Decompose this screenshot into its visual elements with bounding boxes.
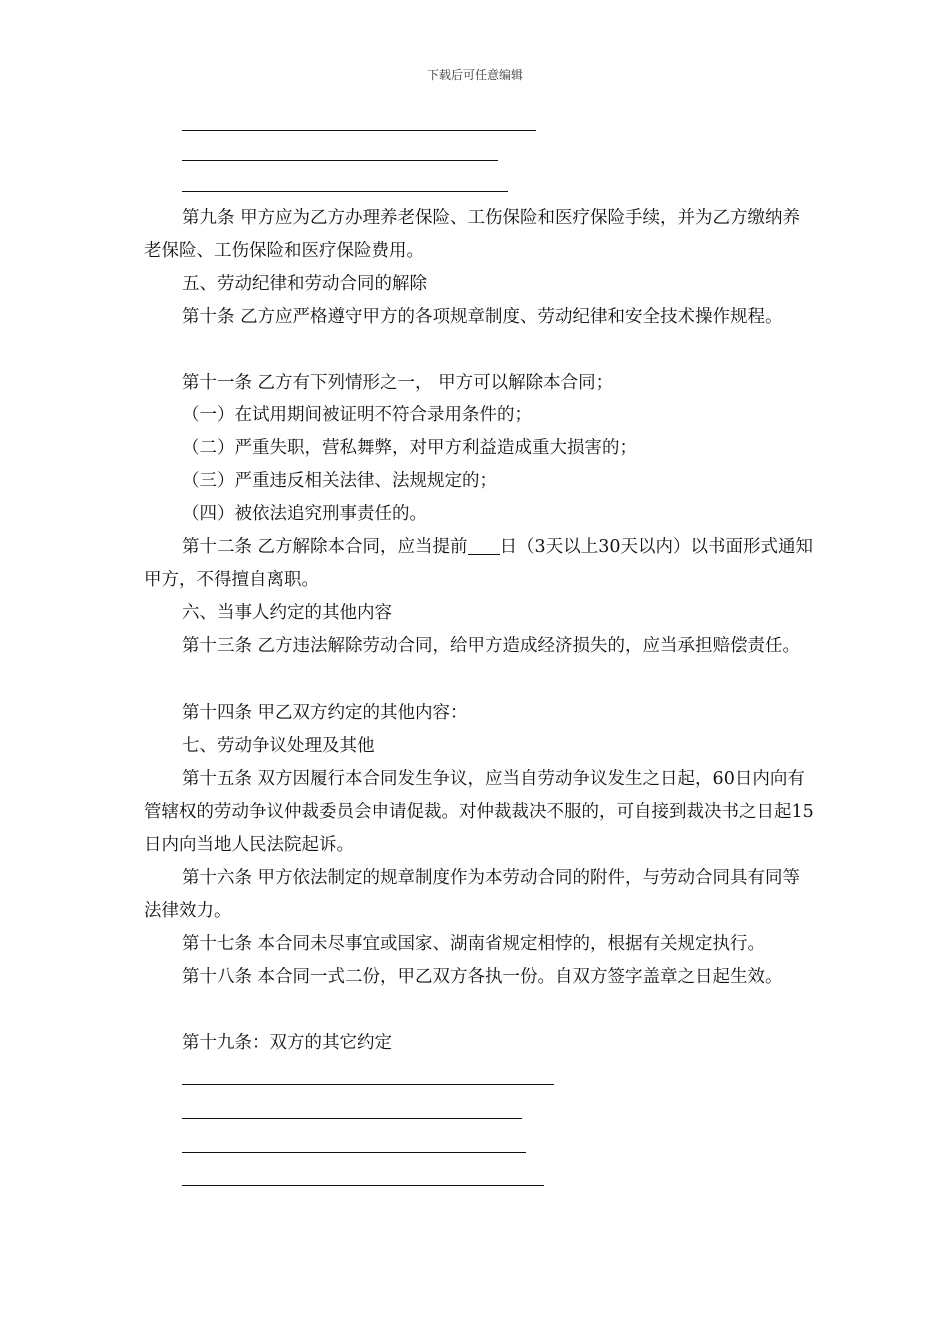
page-header: 下载后可任意编辑	[426, 68, 523, 82]
article-18: 第十八条 本合同一式二份，甲乙双方各执一份。自双方签字盖章之日起生效。	[182, 967, 783, 987]
days-blank[interactable]	[468, 538, 500, 555]
section-7-heading: 七、劳动争议处理及其他	[182, 736, 375, 756]
article-14: 第十四条 甲乙双方约定的其他内容：	[182, 703, 468, 723]
article-15: 第十五条 双方因履行本合同发生争议，应当自劳动争议发生之日起，60日内向有管辖权的劳动争议仲裁委员会申请促裁。对仲裁裁决不服的，可自接到裁决书之日起15日内向当地人民法院起诉。	[144, 769, 814, 855]
article-13: 第十三条 乙方违法解除劳动合同，给甲方造成经济损失的，应当承担赔偿责任。	[182, 636, 801, 656]
article-12-part-1: 第十二条 乙方解除本合同，应当提前	[182, 537, 468, 557]
section-5-heading: 五、劳动纪律和劳动合同的解除	[182, 274, 427, 294]
article-9: 第九条 甲方应为乙方办理养老保险、工伤保险和医疗保险手续，并为乙方缴纳养老保险、工伤保险和医疗保险费用。	[144, 208, 801, 261]
blank-line[interactable]	[182, 130, 536, 131]
article-12	[144, 531, 816, 597]
blank-line[interactable]	[182, 1185, 544, 1186]
article-16: 第十六条 甲方依法制定的规章制度作为本劳动合同的附件，与劳动合同具有同等法律效力。	[144, 868, 801, 921]
article-10: 第十条 乙方应严格遵守甲方的各项规章制度、劳动纪律和安全技术操作规程。	[182, 307, 783, 327]
list-item: （二）严重失职，营私舞弊，对甲方利益造成重大损害的；	[182, 438, 637, 458]
list-item: （一）在试用期间被证明不符合录用条件的；	[182, 405, 532, 425]
article-12-part-2: 日（3天以上30天以内）以书面形式通知甲方，不得擅自离职。	[144, 537, 813, 590]
article-11: 第十一条 乙方有下列情形之一， 甲方可以解除本合同；	[182, 373, 614, 393]
section-6-heading: 六、当事人约定的其他内容	[182, 603, 392, 623]
article-17: 第十七条 本合同未尽事宜或国家、湖南省规定相悖的，根据有关规定执行。	[182, 934, 766, 954]
blank-line[interactable]	[182, 160, 498, 161]
blank-line[interactable]	[182, 1152, 526, 1153]
list-item: （四）被依法追究刑事责任的。	[182, 504, 427, 524]
blank-line[interactable]	[182, 1118, 522, 1119]
blank-line[interactable]	[182, 191, 508, 192]
list-item: （三）严重违反相关法律、法规规定的；	[182, 471, 497, 491]
blank-line[interactable]	[182, 1084, 554, 1085]
article-19: 第十九条：双方的其它约定	[182, 1033, 392, 1053]
